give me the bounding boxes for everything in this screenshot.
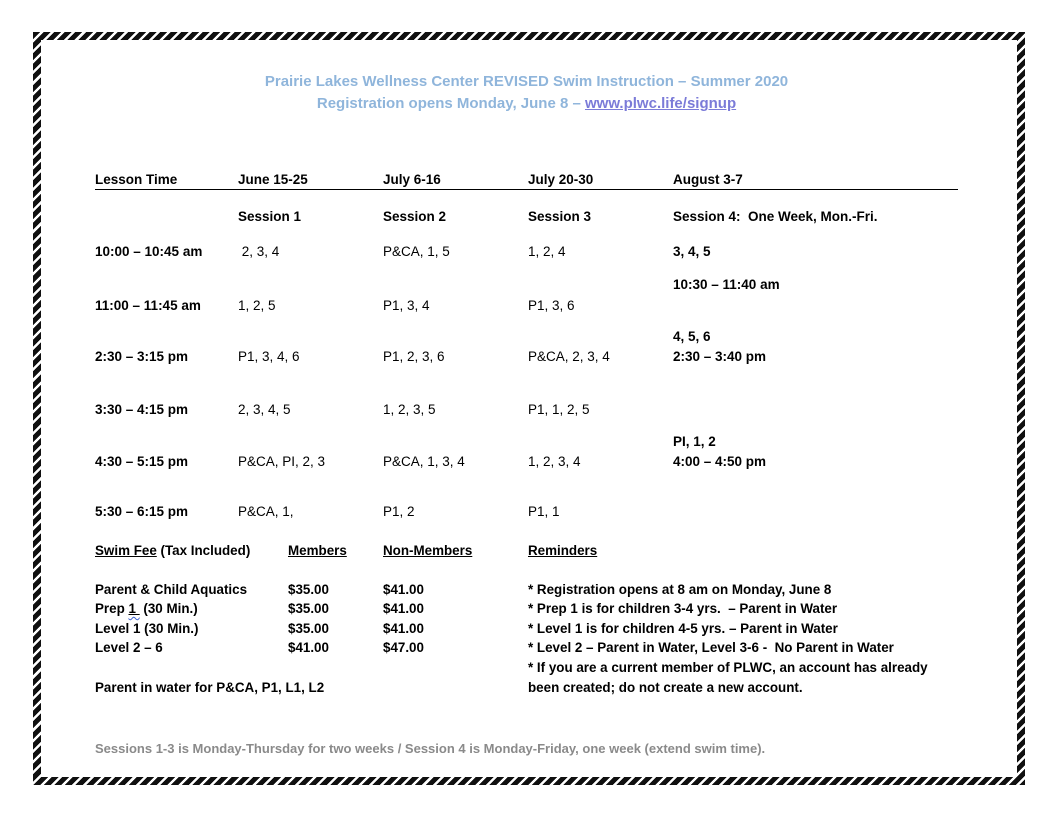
schedule-cell: P&CA, 1, 3, 4 (383, 454, 465, 469)
fee-row (95, 678, 958, 698)
tax-included-label: (Tax Included) (156, 543, 251, 558)
schedule-cell: P&CA, PI, 2, 3 (238, 454, 326, 469)
reminder-item: * Level 2 – Parent in Water, Level 3-6 - No Parent in Water (528, 640, 894, 656)
lesson-time: 2:30 – 3:15 pm (95, 349, 189, 364)
parent-in-water-note: Parent in water for P&CA, P1, L1, L2 (95, 679, 325, 695)
session-1-label: Session 1 (238, 209, 302, 224)
reminder-item: * Registration opens at 8 am on Monday, June 8 (528, 581, 832, 597)
lesson-time: 4:30 – 5:15 pm (95, 454, 189, 469)
fee-label: Level 2 – 6 (95, 640, 163, 656)
schedule-cell (673, 503, 958, 520)
nonmember-price: $41.00 (383, 581, 424, 597)
schedule-row (95, 401, 958, 418)
schedule-cell: P1, 1, 2, 5 (528, 402, 590, 417)
spacer (95, 561, 958, 580)
lesson-time: 3:30 – 4:15 pm (95, 402, 189, 417)
schedule-cell (528, 433, 673, 450)
session-2-label: Session 2 (383, 209, 447, 224)
schedule-cell (528, 328, 673, 345)
nonmember-price: $41.00 (383, 601, 424, 617)
schedule-cell: P1, 1 (528, 504, 560, 519)
nonmember-price: $41.00 (383, 620, 424, 636)
fee-row (95, 658, 958, 678)
swim-fee-label: Swim Fee (95, 543, 157, 558)
schedule-cell (383, 276, 528, 293)
schedule-cell: P1, 2, 3, 6 (383, 349, 445, 364)
schedule-row (95, 348, 958, 365)
schedule-cell (383, 433, 528, 450)
swim-fee-header (95, 541, 288, 561)
col-header-july1: July 6-16 (383, 172, 441, 187)
schedule-cell: PI, 1, 2 (673, 434, 716, 449)
schedule-cell (383, 328, 528, 345)
schedule-cell: 4, 5, 6 (673, 329, 711, 344)
schedule-cell: 2, 3, 4 (238, 244, 280, 259)
schedule-cell: P&CA, 1, 5 (383, 244, 450, 259)
document-title: Prairie Lakes Wellness Center REVISED Swim Instruction – Summer 2020 (264, 73, 789, 90)
spellcheck-squiggle: 1 (128, 601, 140, 617)
nonmember-price: $47.00 (383, 640, 424, 656)
signup-link[interactable]: www.plwc.life/signup (584, 95, 737, 112)
fees-section (95, 541, 958, 697)
schedule-cell (673, 297, 958, 314)
schedule-cell: P1, 2 (383, 504, 415, 519)
nonmember-price (383, 678, 528, 698)
nonmember-price (383, 658, 528, 678)
session4-time: 10:30 – 11:40 am (673, 277, 780, 292)
schedule-cell: 1, 2, 3, 4 (528, 454, 581, 469)
fees-header-row (95, 541, 958, 561)
schedule-cell (95, 208, 238, 225)
members-header: Members (288, 543, 347, 558)
fee-row (95, 580, 958, 600)
member-price: $35.00 (288, 620, 329, 636)
schedule-row (95, 503, 958, 520)
schedule-cell (528, 276, 673, 293)
schedule-row (95, 433, 958, 450)
schedule-cell: 2, 3, 4, 5 (238, 402, 291, 417)
decorative-page-border (33, 32, 1025, 785)
fee-row (95, 619, 958, 639)
fee-label (95, 658, 288, 678)
schedule-cell: 1, 2, 4 (528, 244, 566, 259)
schedule-cell: P1, 3, 4 (383, 298, 430, 313)
session4-time: 2:30 – 3:40 pm (673, 349, 767, 364)
lesson-time (95, 328, 238, 345)
schedule-cell (238, 276, 383, 293)
col-header-june: June 15-25 (238, 172, 308, 187)
schedule-cell: 1, 2, 3, 5 (383, 402, 436, 417)
lesson-time (95, 433, 238, 450)
document-page (41, 40, 1017, 777)
col-header-july2: July 20-30 (528, 172, 594, 187)
schedule-row (95, 453, 958, 470)
fee-row (95, 599, 958, 619)
fee-label: Prep 1 (30 Min.) (95, 601, 198, 617)
member-price: $35.00 (288, 581, 329, 597)
fee-label: Parent & Child Aquatics (95, 581, 248, 597)
registration-line (95, 93, 958, 115)
schedule-cell: P1, 3, 4, 6 (238, 349, 300, 364)
lesson-time (95, 276, 238, 293)
member-price: $35.00 (288, 601, 329, 617)
lesson-time: 11:00 – 11:45 am (95, 298, 201, 313)
member-price (288, 658, 383, 678)
fee-label: Level 1 (30 Min.) (95, 620, 199, 636)
schedule-cell (238, 433, 383, 450)
fee-row (95, 638, 958, 658)
schedule-cell: P&CA, 1, (238, 504, 294, 519)
schedule-table (95, 171, 958, 520)
schedule-row (95, 297, 958, 314)
reminder-item: been created; do not create a new account. (528, 679, 803, 695)
sessions-footnote: Sessions 1-3 is Monday-Thursday for two weeks / Session 4 is Monday-Friday, one week (extend swim time). (95, 741, 766, 757)
nonmembers-header: Non-Members (383, 543, 473, 558)
schedule-cell (673, 401, 958, 418)
session4-time: 4:00 – 4:50 pm (673, 454, 767, 469)
schedule-header-row (95, 171, 958, 190)
schedule-cell: P&CA, 2, 3, 4 (528, 349, 610, 364)
schedule-row (95, 243, 958, 260)
schedule-cell: 1, 2, 5 (238, 298, 276, 313)
lesson-time: 10:00 – 10:45 am (95, 244, 203, 259)
reminder-item: * Level 1 is for children 4-5 yrs. – Parent in Water (528, 620, 838, 636)
reminder-item: * If you are a current member of PLWC, an account has already (528, 659, 928, 675)
document-title-block (95, 40, 958, 115)
member-price (288, 678, 383, 698)
col-header-lesson-time: Lesson Time (95, 172, 178, 187)
schedule-cell: 3, 4, 5 (673, 244, 711, 259)
schedule-row (95, 328, 958, 345)
schedule-cell (238, 328, 383, 345)
reminder-item: * Prep 1 is for children 3-4 yrs. – Parent in Water (528, 601, 838, 617)
member-price: $41.00 (288, 640, 329, 656)
session-3-label: Session 3 (528, 209, 592, 224)
schedule-row (95, 276, 958, 293)
schedule-cell: P1, 3, 6 (528, 298, 575, 313)
col-header-august: August 3-7 (673, 172, 743, 187)
registration-text: Registration opens Monday, June 8 – (316, 95, 585, 112)
reminders-header: Reminders (528, 543, 598, 558)
session-labels-row (95, 208, 958, 225)
lesson-time: 5:30 – 6:15 pm (95, 504, 189, 519)
session-4-label: Session 4: One Week, Mon.-Fri. (673, 209, 878, 224)
